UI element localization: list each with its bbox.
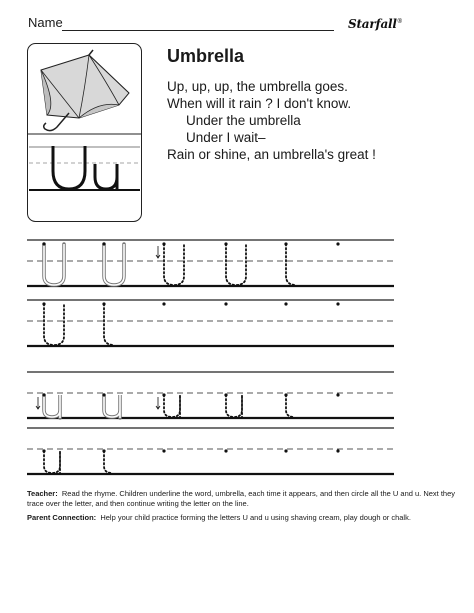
start-dot xyxy=(102,393,105,396)
instructions-footer xyxy=(27,489,457,527)
start-dot xyxy=(224,449,227,452)
start-dot xyxy=(102,449,105,452)
teacher-note: Teacher: Read the rhyme. Children underline the word, umbrella, each time it appears, and then circle all the U and u. Next they trace over the letter, and then continue writing the letter on the line. xyxy=(27,489,456,508)
letter-guide xyxy=(104,304,114,345)
letter-card xyxy=(27,43,142,222)
letter-guide xyxy=(286,244,296,285)
letter-guide-inner xyxy=(104,244,124,285)
practice-row[interactable] xyxy=(27,372,394,418)
letter-guide xyxy=(226,244,246,285)
letter-guide xyxy=(104,244,124,285)
letter-guide xyxy=(286,395,294,417)
parent-note: Parent Connection: Help your child practice forming the letters U and u using shaving cream, play dough or chalk. xyxy=(27,513,411,522)
letter-guide-inner xyxy=(44,395,60,418)
start-dot xyxy=(284,393,287,396)
start-dot xyxy=(224,302,227,305)
start-dot xyxy=(102,302,105,305)
letter-guide xyxy=(226,395,242,418)
rhyme-line: Under I wait– xyxy=(186,130,266,145)
start-dot xyxy=(162,302,165,305)
brand-logo: Starfall® xyxy=(348,17,403,31)
start-dot xyxy=(102,242,105,245)
rhyme-text xyxy=(167,78,467,163)
start-dot xyxy=(162,393,165,396)
start-dot xyxy=(336,449,339,452)
letter-guide-inner xyxy=(44,244,64,285)
page-title: Umbrella xyxy=(167,46,245,66)
name-line[interactable] xyxy=(62,30,334,31)
start-dot xyxy=(42,449,45,452)
stroke-arrow-icon xyxy=(36,397,40,409)
rhyme-line: Under the umbrella xyxy=(186,113,301,128)
letter-guide xyxy=(104,451,112,473)
start-dot xyxy=(42,302,45,305)
start-dot xyxy=(224,242,227,245)
practice-row[interactable] xyxy=(27,428,394,474)
rhyme-line: When will it rain ? I don't know. xyxy=(167,96,352,111)
letter-guide xyxy=(44,451,60,474)
start-dot xyxy=(162,242,165,245)
letter-guide xyxy=(44,304,64,345)
start-dot xyxy=(336,242,339,245)
rhyme-line: Up, up, up, the umbrella goes. xyxy=(167,79,348,94)
name-label: Name xyxy=(28,15,63,30)
start-dot xyxy=(336,393,339,396)
practice-row[interactable] xyxy=(27,300,394,346)
start-dot xyxy=(284,449,287,452)
start-dot xyxy=(162,449,165,452)
letter-guide-inner xyxy=(104,395,120,418)
start-dot xyxy=(224,393,227,396)
rhyme-line: Rain or shine, an umbrella's great ! xyxy=(167,147,376,162)
start-dot xyxy=(284,242,287,245)
letter-guide xyxy=(44,244,64,285)
start-dot xyxy=(42,393,45,396)
stroke-arrow-icon xyxy=(156,397,160,409)
start-dot xyxy=(336,302,339,305)
letter-guide xyxy=(164,244,184,285)
practice-row[interactable] xyxy=(27,240,394,286)
stroke-arrow-icon xyxy=(156,246,160,258)
letter-guide xyxy=(164,395,180,418)
start-dot xyxy=(42,242,45,245)
start-dot xyxy=(284,302,287,305)
handwriting-practice-area[interactable] xyxy=(0,232,474,482)
